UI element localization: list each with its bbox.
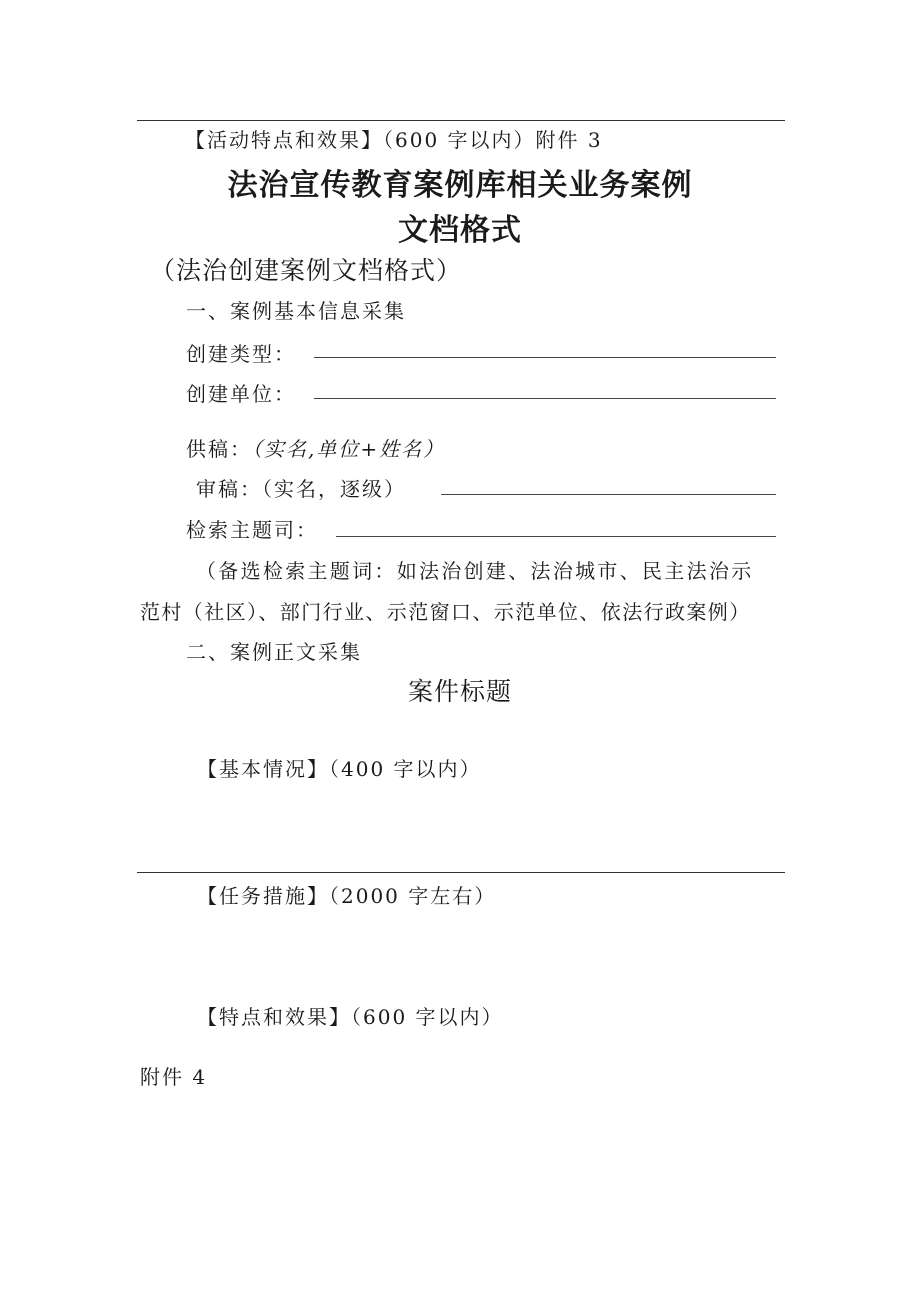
keywords-label: 检索主题司： [186,518,318,542]
document-title-line1: 法治宣传教育案例库相关业务案例 [227,168,693,203]
document-title-line2: 文档格式 [398,213,522,248]
top-divider [137,120,785,121]
basic-info-heading: 【基本情况】（400 字以内） [197,757,482,781]
creation-unit-label: 创建单位： [186,382,296,406]
supplier-row [186,433,445,462]
supplier-label: 供稿： [186,437,252,461]
middle-divider [137,872,785,873]
attachment-4-label: 附件 4 [140,1065,208,1089]
activity-effects-heading: 【活动特点和效果】（600 字以内）附件 3 [185,128,603,152]
reviewer-field[interactable] [441,494,776,495]
creation-unit-field[interactable] [314,398,776,399]
section2-heading: 二、案例正文采集 [186,640,362,664]
document-subtitle: （法治创建案例文档格式） [150,256,463,285]
effects-heading: 【特点和效果】（600 字以内） [197,1005,504,1029]
section1-heading: 一、案例基本信息采集 [186,299,406,323]
keywords-note-line1: （备选检索主题词：如法治创建、法治城市、民主法治示 [196,559,754,583]
measures-heading: 【任务措施】（2000 字左右） [197,884,497,908]
supplier-hint: （实名,单位+姓名） [252,437,446,461]
keywords-note-line2: 范村（社区）、部门行业、示范窗口、示范单位、依法行政案例） [140,600,751,624]
case-title: 案件标题 [407,677,512,706]
creation-type-label: 创建类型： [186,342,296,366]
creation-type-field[interactable] [314,357,776,358]
keywords-field[interactable] [336,536,776,537]
reviewer-label: 审稿：（实名，逐级） [196,477,406,501]
